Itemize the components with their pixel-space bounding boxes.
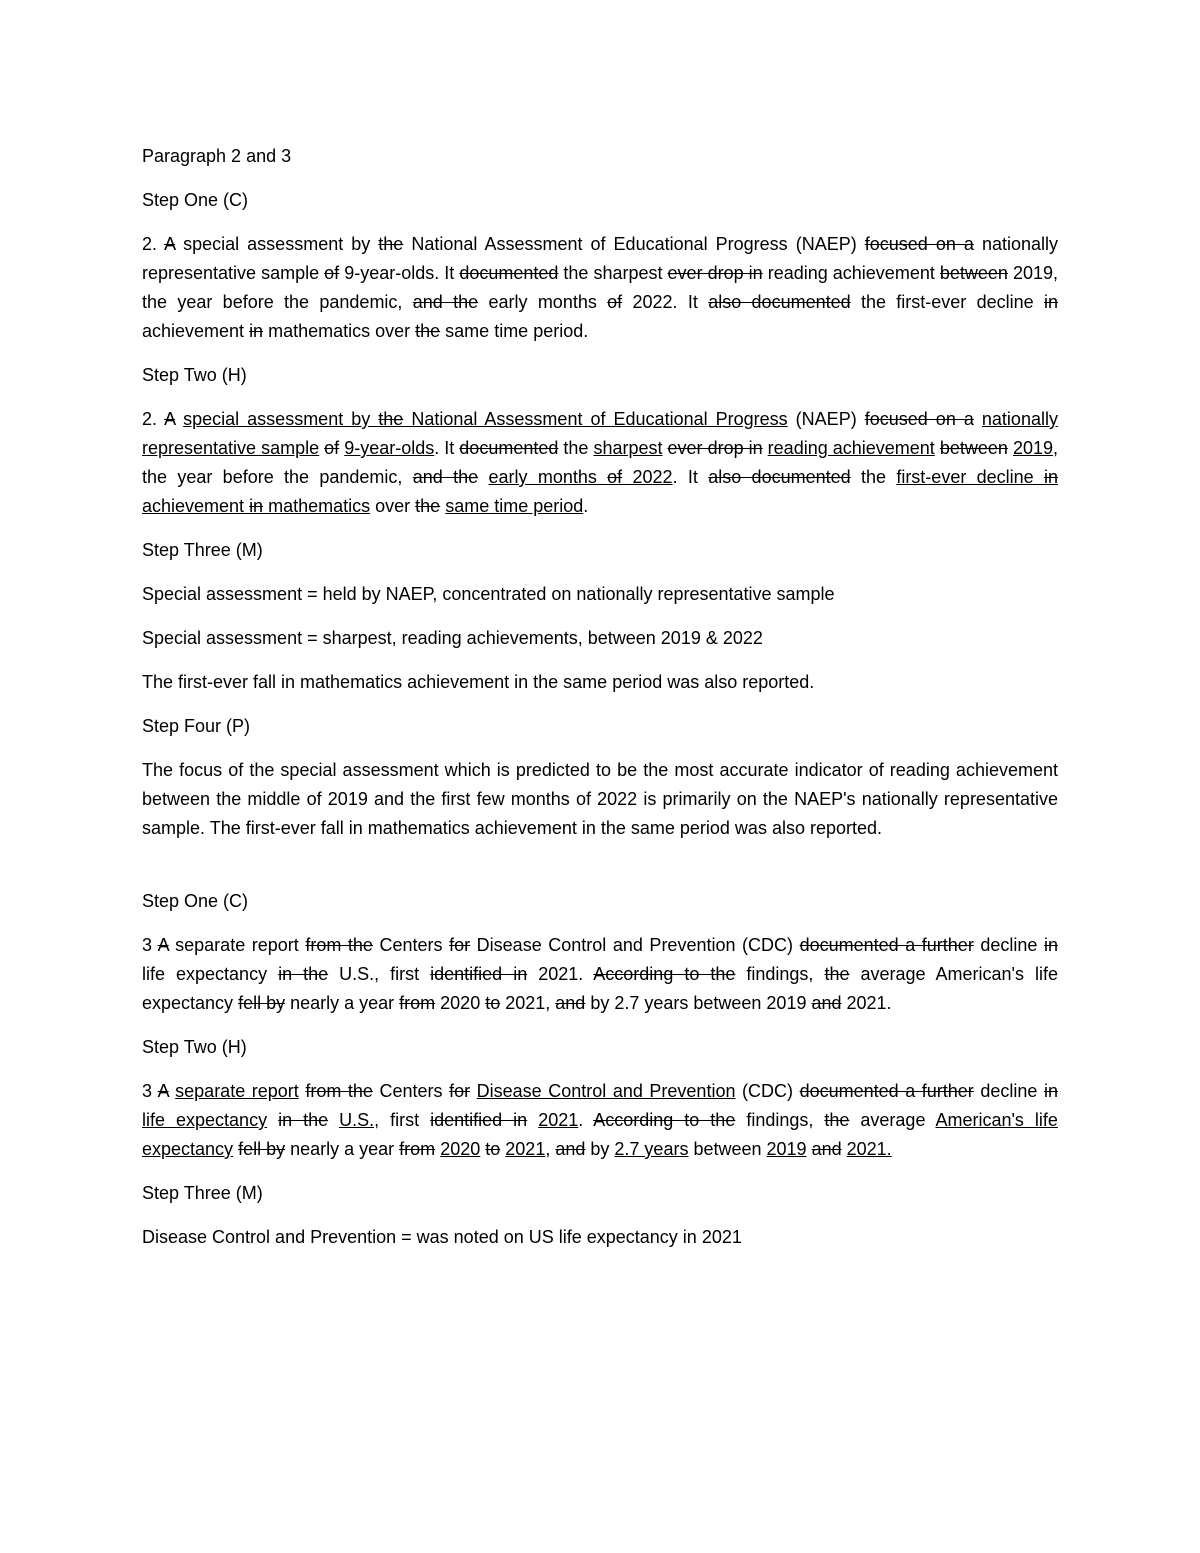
underlined-text: special assessment by bbox=[183, 409, 379, 429]
plain-text: by 2.7 years between 2019 bbox=[585, 993, 812, 1013]
section2-step-one-paragraph bbox=[142, 931, 1058, 1018]
plain-text: findings, bbox=[735, 1110, 825, 1130]
underlined-text: 2021 bbox=[505, 1139, 546, 1159]
struck-text: in bbox=[249, 321, 264, 341]
plain-text bbox=[328, 1110, 339, 1130]
plain-text: special assessment by bbox=[175, 234, 379, 254]
struck-text: identified in bbox=[430, 964, 528, 984]
underlined-struck-text: the bbox=[378, 409, 404, 429]
plain-text: early months bbox=[478, 292, 608, 312]
plain-text bbox=[267, 1110, 278, 1130]
plain-text: 3 bbox=[142, 935, 158, 955]
struck-text: to bbox=[485, 993, 501, 1013]
underlined-text: 2019 bbox=[766, 1139, 807, 1159]
plain-text: 3 bbox=[142, 1081, 158, 1101]
plain-text: National Assessment of Educational Progress (NAEP) bbox=[403, 234, 865, 254]
struck-text: in the bbox=[278, 1110, 329, 1130]
plain-text bbox=[175, 409, 183, 429]
struck-text: A bbox=[157, 1081, 169, 1101]
plain-text: nearly a year bbox=[285, 993, 400, 1013]
struck-text: from bbox=[399, 993, 436, 1013]
struck-text: also documented bbox=[708, 292, 851, 312]
plain-text: Centers bbox=[372, 1081, 450, 1101]
underlined-text: 2021. bbox=[846, 1139, 892, 1159]
plain-text: . bbox=[578, 1110, 594, 1130]
struck-text: identified in bbox=[430, 1110, 528, 1130]
struck-text: the bbox=[824, 964, 850, 984]
underlined-text: 2021 bbox=[538, 1110, 579, 1130]
struck-text: documented a further bbox=[799, 935, 974, 955]
section1-step-four-paragraph: The focus of the special assessment which is predicted to be the most accurate indicator of reading achievement between the middle of 2019 and the first few months of 2022 is primarily on the NAEP's nationally representative sample. The first-ever fall in mathematics achievement in the same period was also reported. bbox=[142, 760, 1058, 838]
plain-text: , bbox=[545, 1139, 556, 1159]
underlined-struck-text: in bbox=[1044, 467, 1059, 487]
plain-text: 2022. It bbox=[622, 292, 709, 312]
plain-text: U.S., first bbox=[328, 964, 431, 984]
plain-text: average American's life expectancy bbox=[142, 964, 1059, 1013]
plain-text: decline bbox=[973, 1081, 1044, 1101]
plain-text: findings, bbox=[735, 964, 825, 984]
struck-text: for bbox=[449, 935, 471, 955]
section2-step-two-heading: Step Two (H) bbox=[142, 1037, 247, 1057]
section2-step-one-heading: Step One (C) bbox=[142, 891, 249, 911]
document-title: Paragraph 2 and 3 bbox=[142, 146, 292, 166]
struck-text: from the bbox=[305, 1081, 373, 1101]
struck-text: ever drop in bbox=[667, 263, 763, 283]
plain-text: 9-year-olds. It bbox=[339, 263, 460, 283]
underlined-text: 9-year-olds bbox=[344, 438, 435, 458]
section1-step-two-paragraph bbox=[142, 405, 1058, 521]
plain-text: by bbox=[585, 1139, 615, 1159]
underlined-text: 2019 bbox=[1012, 438, 1053, 458]
struck-text: documented bbox=[459, 263, 559, 283]
struck-text: A bbox=[164, 409, 176, 429]
plain-text: 2021. bbox=[527, 964, 594, 984]
struck-text: According to the bbox=[593, 964, 736, 984]
struck-text: fell by bbox=[238, 993, 286, 1013]
plain-text: . It bbox=[672, 467, 709, 487]
struck-text: and bbox=[555, 1139, 586, 1159]
plain-text: 2. bbox=[142, 234, 165, 254]
plain-text: 2021. bbox=[841, 993, 892, 1013]
struck-text: ever drop in bbox=[667, 438, 763, 458]
struck-text: the bbox=[415, 321, 441, 341]
struck-text: in bbox=[1043, 292, 1058, 312]
struck-text: the bbox=[415, 496, 441, 516]
struck-text: of bbox=[324, 263, 340, 283]
struck-text: fell by bbox=[238, 1139, 286, 1159]
plain-text: decline bbox=[973, 935, 1044, 955]
underlined-text: nationally representative sample bbox=[142, 409, 1058, 458]
plain-text: the bbox=[850, 467, 897, 487]
plain-text: achievement bbox=[142, 321, 250, 341]
underlined-text: U.S., bbox=[339, 1110, 380, 1130]
plain-text: life expectancy bbox=[142, 964, 279, 984]
underlined-text: life expectancy bbox=[142, 1110, 268, 1130]
plain-text bbox=[527, 1110, 538, 1130]
plain-text: 2020 bbox=[435, 993, 486, 1013]
underlined-text: Disease Control and Prevention bbox=[476, 1081, 736, 1101]
struck-text: to bbox=[485, 1139, 501, 1159]
struck-text: in bbox=[1043, 1081, 1058, 1101]
underlined-text: American's life expectancy bbox=[142, 1110, 1058, 1159]
plain-text: mathematics over bbox=[263, 321, 416, 341]
section-spacer bbox=[142, 843, 1058, 887]
struck-text: in the bbox=[278, 964, 329, 984]
underlined-text: separate report bbox=[175, 1081, 299, 1101]
plain-text bbox=[974, 409, 982, 429]
plain-text: average bbox=[849, 1110, 936, 1130]
struck-text: and the bbox=[412, 467, 479, 487]
plain-text: nationally representative sample bbox=[142, 234, 1059, 283]
plain-text: the bbox=[558, 438, 594, 458]
section1-step-one-heading: Step One (C) bbox=[142, 190, 249, 210]
struck-text: between bbox=[939, 263, 1008, 283]
underlined-text: 2022 bbox=[622, 467, 673, 487]
plain-text: the first-ever decline bbox=[850, 292, 1044, 312]
section1-step-three-line-3: The first-ever fall in mathematics achievement in the same period was also reported. bbox=[142, 672, 815, 692]
section2-step-three-heading: Step Three (M) bbox=[142, 1183, 263, 1203]
underlined-text: reading achievement bbox=[767, 438, 935, 458]
struck-text: documented bbox=[459, 438, 559, 458]
section1-step-three-line-1: Special assessment = held by NAEP, concentrated on nationally representative sample bbox=[142, 584, 835, 604]
section1-step-three-heading: Step Three (M) bbox=[142, 540, 263, 560]
plain-text: 2021, bbox=[500, 993, 556, 1013]
plain-text: 2019, the year before the pandemic, bbox=[142, 263, 1059, 312]
section2-step-two-paragraph bbox=[142, 1077, 1058, 1164]
section2-step-three-line-1: Disease Control and Prevention = was noted on US life expectancy in 2021 bbox=[142, 1227, 742, 1247]
plain-text: nearly a year bbox=[285, 1139, 400, 1159]
underlined-struck-text: in bbox=[249, 496, 264, 516]
plain-text: reading achievement bbox=[762, 263, 940, 283]
struck-text: A bbox=[157, 935, 169, 955]
struck-text: also documented bbox=[708, 467, 851, 487]
plain-text: same time period. bbox=[440, 321, 589, 341]
plain-text: Centers bbox=[372, 935, 450, 955]
plain-text: the sharpest bbox=[558, 263, 668, 283]
plain-text: (NAEP) bbox=[787, 409, 865, 429]
struck-text: between bbox=[939, 438, 1008, 458]
plain-text: Disease Control and Prevention (CDC) bbox=[470, 935, 800, 955]
underlined-text: early months bbox=[488, 467, 608, 487]
document-body bbox=[142, 142, 1058, 1267]
struck-text: focused on a bbox=[864, 234, 974, 254]
plain-text: 2. bbox=[142, 409, 165, 429]
struck-text: of bbox=[324, 438, 340, 458]
struck-text: documented a further bbox=[799, 1081, 974, 1101]
plain-text: over bbox=[370, 496, 416, 516]
plain-text: (CDC) bbox=[735, 1081, 800, 1101]
section1-step-one-paragraph bbox=[142, 230, 1058, 346]
section1-step-three-line-2: Special assessment = sharpest, reading achievements, between 2019 & 2022 bbox=[142, 628, 763, 648]
underlined-text: sharpest bbox=[593, 438, 663, 458]
plain-text: between bbox=[688, 1139, 767, 1159]
struck-text: the bbox=[824, 1110, 850, 1130]
plain-text: . bbox=[583, 496, 589, 516]
underlined-text: first-ever decline bbox=[896, 467, 1045, 487]
plain-text bbox=[478, 467, 488, 487]
struck-text: According to the bbox=[593, 1110, 736, 1130]
struck-text: the bbox=[378, 234, 404, 254]
underlined-text: achievement bbox=[142, 496, 250, 516]
underlined-text: same time period bbox=[445, 496, 584, 516]
struck-text: focused on a bbox=[864, 409, 974, 429]
section1-step-four-heading: Step Four (P) bbox=[142, 716, 251, 736]
struck-text: A bbox=[164, 234, 176, 254]
underlined-text: 2.7 years bbox=[614, 1139, 689, 1159]
plain-text: first bbox=[379, 1110, 431, 1130]
struck-text: for bbox=[449, 1081, 471, 1101]
section1-step-two-heading: Step Two (H) bbox=[142, 365, 247, 385]
plain-text: separate report bbox=[168, 935, 306, 955]
struck-text: and the bbox=[412, 292, 479, 312]
underlined-text: mathematics bbox=[263, 496, 371, 516]
struck-text: and bbox=[555, 993, 586, 1013]
plain-text: . It bbox=[434, 438, 460, 458]
underlined-text: National Assessment of Educational Progress bbox=[403, 409, 788, 429]
struck-text: in bbox=[1044, 935, 1059, 955]
struck-text: of bbox=[607, 292, 623, 312]
struck-text: from bbox=[399, 1139, 436, 1159]
plain-text: , the year before the pandemic, bbox=[142, 438, 1058, 487]
struck-text: from the bbox=[305, 935, 373, 955]
struck-text: and bbox=[811, 1139, 842, 1159]
underlined-text: 2020 bbox=[440, 1139, 481, 1159]
struck-text: and bbox=[811, 993, 842, 1013]
underlined-struck-text: of bbox=[607, 467, 623, 487]
